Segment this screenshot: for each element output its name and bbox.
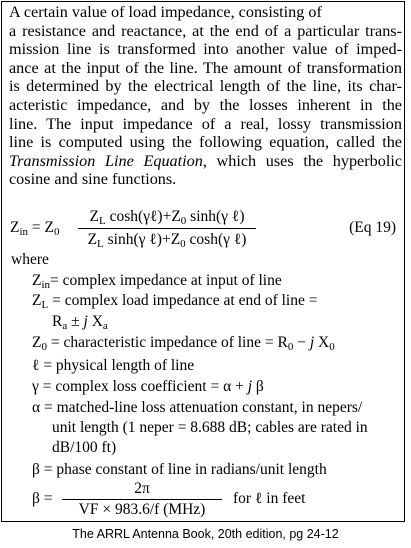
definition-zin: $Z_{in}=$ complex impedance at input of line (32, 272, 282, 291)
equation-numerator: $Z_L$ $\cosh(\gamma\ell)+Z_0$ sinh(γ ℓ) (89, 208, 245, 227)
definition-alpha-continued-1: unit length (1 neper = 8.688 dB; cables are rated in (52, 419, 368, 436)
definition-alpha-continued-2: dB/100 ft) (52, 439, 117, 456)
definition-zl-continued: $R_a \pm j$ $X_a$ (52, 313, 108, 332)
equation-denominator: $Z_L$ sinh(γ $\ell)+Z_0$ cosh(γ ℓ) (87, 231, 247, 250)
equation-fraction (78, 207, 256, 250)
intro-line-4: ance at the input of the line. The amount of transformation (9, 58, 402, 77)
beta-equation-numerator: 2π (134, 480, 150, 497)
definition-z0: $Z_0$ = characteristic impedance of line = $R_0 - j$ $X_0$ (32, 334, 335, 353)
intro-line-2: a resistance and reactance, at the end of a particular trans- (9, 21, 402, 40)
beta-fraction-bar (62, 499, 222, 500)
beta-equation-rhs: for ℓ in feet (233, 490, 306, 507)
beta-equation-lhs: β = (32, 490, 53, 507)
intro-line-6: acteristic impedance, and by the losses inherent in the (9, 95, 402, 114)
transmission-line-equation-term: Transmission Line Equation (9, 151, 203, 170)
source-caption: The ARRL Antenna Book, 20th edition, pg 24-12 (72, 527, 339, 541)
intro-line-9 (9, 152, 402, 171)
where-label: where (11, 251, 49, 268)
definition-alpha: α = matched-line loss attenuation constant, in nepers/ (32, 399, 363, 416)
text-excerpt-frame (1, 1, 405, 522)
definition-gamma: γ = complex loss coefficient = α + j β (32, 378, 264, 395)
intro-line-3: mission line is transformed into another value of imped- (9, 40, 402, 59)
intro-line-7: line. The input impedance of a real, lossy transmission (9, 114, 402, 133)
fraction-bar (78, 228, 256, 229)
intro-line-8: line is computed using the following equation, called the (9, 133, 402, 152)
intro-line-10: cosine and sine functions. (9, 170, 177, 189)
intro-line-5: is determined by the electrical length of the line, its char- (9, 77, 402, 96)
intro-line-9-rest: , which uses the hyperbolic (202, 151, 403, 170)
equation-number: (Eq 19) (349, 219, 396, 236)
intro-paragraph (9, 3, 402, 189)
beta-equation (32, 480, 402, 520)
definition-length: ℓ = physical length of line (32, 357, 195, 374)
beta-equation-fraction (62, 480, 222, 519)
intro-line-1: A certain value of load impedance, consisting of (9, 3, 322, 21)
equation-19 (10, 207, 400, 253)
definition-zl: $Z_L$ = complex load impedance at end of line = (32, 292, 318, 311)
beta-equation-denominator: VF × 983.6/f (MHz) (78, 501, 206, 518)
definition-beta: β = phase constant of line in radians/unit length (32, 461, 327, 478)
equation-lhs: $Z_{in} = Z_0$ (10, 219, 60, 238)
